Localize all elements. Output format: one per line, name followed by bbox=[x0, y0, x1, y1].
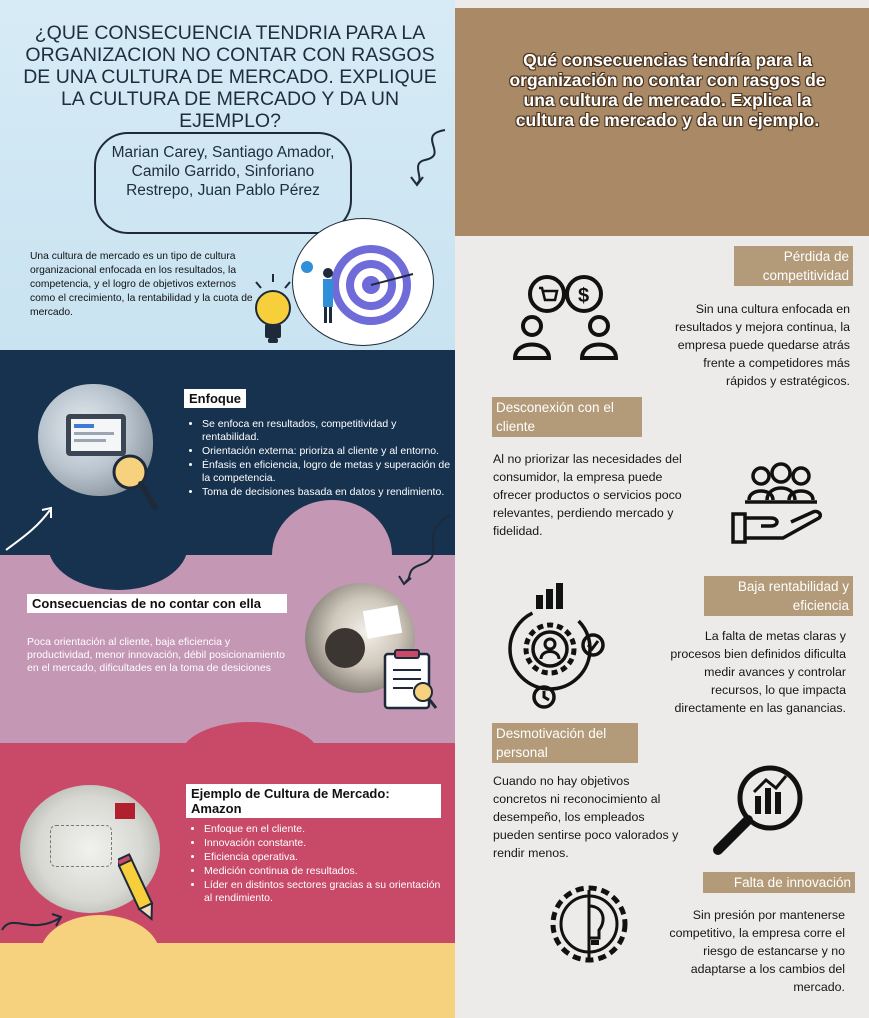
tag-desmotivacion-personal: Desmotivación del personal bbox=[492, 723, 638, 763]
text-desmotivacion-personal: Cuando no hay objetivos concretos ni reconocimiento al desempeño, los empleados pueden sentirse poco valorados y rendir menos. bbox=[493, 774, 679, 860]
bump-pink bbox=[180, 722, 320, 792]
consequences-text: Poca orientación al cliente, baja eficiencia y productividad, menor innovación, débil posicionamiento en el mercado, dificultades en la toma de desiciones bbox=[27, 636, 285, 674]
lightbulb-icon bbox=[250, 272, 296, 350]
enfoque-heading: Enfoque bbox=[184, 389, 246, 408]
list-item: • Toma de decisiones basada en datos y rendimiento. bbox=[202, 486, 452, 499]
example-list bbox=[190, 823, 444, 906]
hand-people-icon bbox=[731, 462, 827, 548]
text-perdida-competitividad: Sin una cultura enfocada en resultados y mejora continua, la empresa puede quedarse atrás frente a competidores más rápidos y estratégicos. bbox=[675, 302, 850, 388]
magnifier-icon bbox=[110, 452, 160, 512]
page-title: ¿QUE CONSECUENCIA TENDRIA PARA LA ORGANIZACION NO CONTAR CON RASGOS DE UNA CULTURA DE MERCADO. EXPLIQUE LA CULTURA DE MERCADO Y DA UN EJEMPLO? bbox=[23, 22, 437, 132]
list-item: • Eficiencia operativa. bbox=[204, 851, 444, 864]
gear-bulb-icon bbox=[545, 880, 633, 968]
target-illustration bbox=[292, 218, 434, 346]
tag-desconexion-cliente: Desconexión con el cliente bbox=[492, 397, 642, 437]
svg-text:$: $ bbox=[578, 285, 590, 307]
squiggle-line-icon bbox=[395, 510, 455, 590]
squiggle-arrow-icon bbox=[405, 125, 455, 190]
text-baja-rentabilidad: La falta de metas claras y procesos bien definidos dificulta medir avances y controlar recursos, lo que impacta directamente en las ganancias. bbox=[670, 629, 846, 715]
magnifier-chart-icon bbox=[710, 758, 810, 858]
list-item: • Innovación constante. bbox=[204, 837, 444, 850]
bump-navy bbox=[48, 500, 188, 590]
list-item: • Medición continua de resultados. bbox=[204, 865, 444, 878]
text-falta-innovacion: Sin presión por mantenerse competitivo, la empresa corre el riesgo de estancarse y no adaptarse a los cambios del mercado. bbox=[669, 908, 845, 994]
target-icon bbox=[293, 219, 433, 345]
list-item: • Líder en distintos sectores gracias a su orientación al rendimiento. bbox=[204, 879, 444, 905]
consequences-heading: Consecuencias de no contar con ella bbox=[27, 594, 287, 613]
curved-arrow-icon bbox=[2, 498, 62, 558]
example-heading: Ejemplo de Cultura de Mercado: Amazon bbox=[186, 784, 441, 818]
list-item: • Se enfoca en resultados, competitividad y rentabilidad. bbox=[202, 418, 452, 444]
tag-baja-rentabilidad: Baja rentabilidad y eficiencia bbox=[704, 576, 853, 616]
gear-process-icon bbox=[498, 583, 610, 713]
tag-falta-innovacion: Falta de innovación bbox=[703, 872, 855, 893]
curved-arrow-icon bbox=[0, 900, 70, 940]
right-infographic-panel bbox=[455, 0, 869, 1018]
list-item: • Énfasis en eficiencia, logro de metas y superación de la competencia. bbox=[202, 459, 452, 485]
enfoque-list bbox=[188, 418, 452, 500]
market-exchange-icon bbox=[512, 272, 620, 360]
list-item: • Enfoque en el cliente. bbox=[204, 823, 444, 836]
tag-perdida-competitividad: Pérdida de competitividad bbox=[734, 246, 853, 286]
intro-text: Una cultura de mercado es un tipo de cultura organizacional enfocada en los resultados, la competencia, y el logro de objetivos externos como el crecimiento, la rentabilidad y la cuota de mercado. bbox=[30, 251, 253, 318]
right-title: Qué consecuencias tendría para la organización no contar con rasgos de una cultura de mercado. Explica la cultura de mercado y da un ejemplo. bbox=[509, 50, 826, 130]
list-item: • Orientación externa: prioriza al cliente y al entorno. bbox=[202, 445, 452, 458]
authors-box: Marian Carey, Santiago Amador, Camilo Garrido, Sinforiano Restrepo, Juan Pablo Pérez bbox=[94, 132, 352, 234]
pencil-icon bbox=[118, 852, 158, 928]
clipboard-icon bbox=[381, 648, 439, 712]
text-desconexion-cliente: Al no priorizar las necesidades del consumidor, la empresa puede ofrecer productos o servicios poco relevantes, perdiendo mercado y fidelidad. bbox=[493, 452, 682, 538]
